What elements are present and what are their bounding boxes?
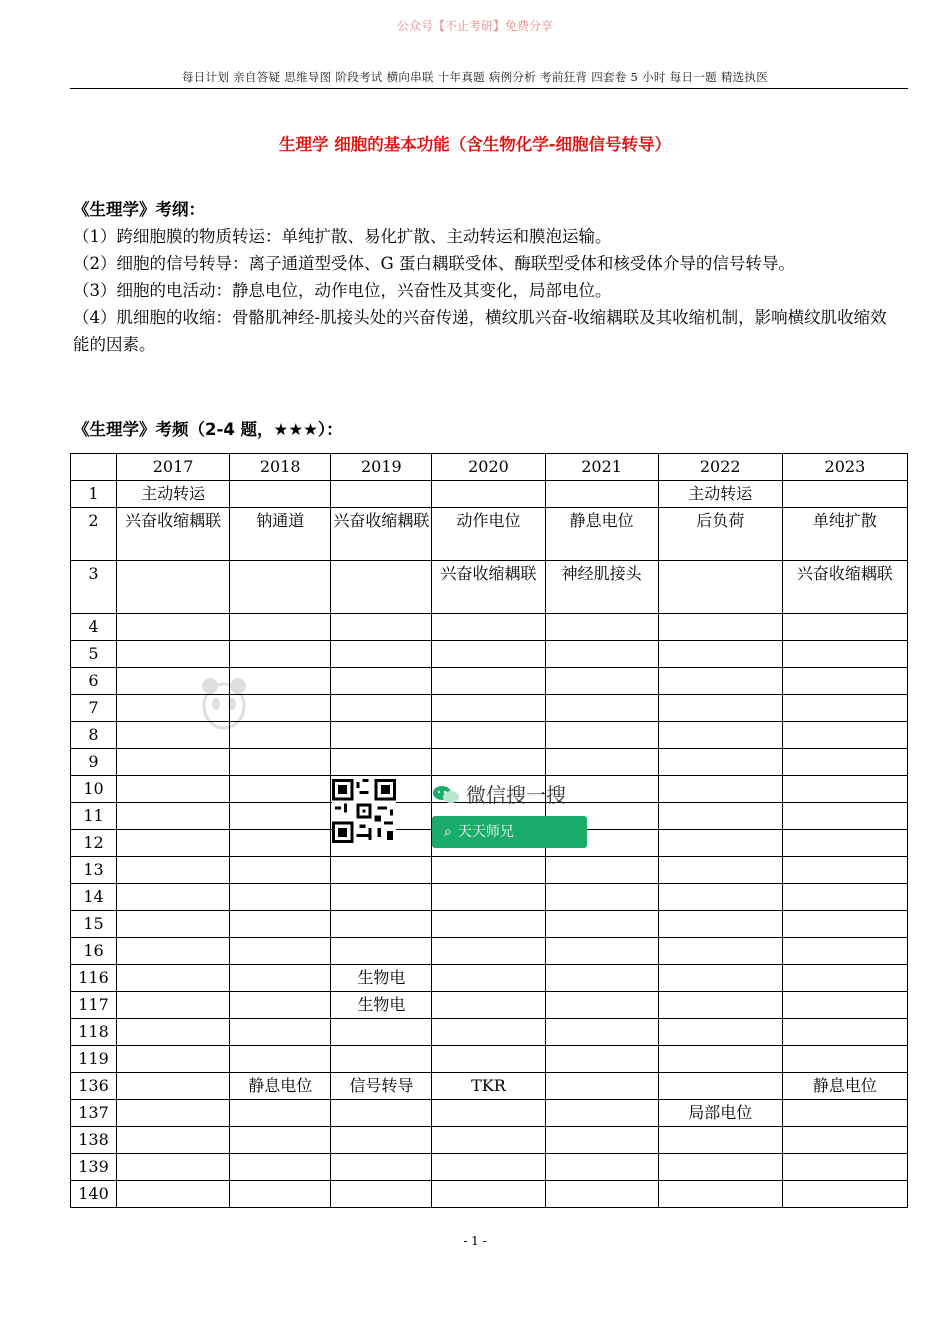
topic-cell-year-2023 bbox=[782, 668, 907, 695]
topic-cell-year-2022 bbox=[658, 1073, 782, 1100]
column-header-year-2021: 2021 bbox=[545, 454, 658, 481]
question-number-cell: 5 bbox=[71, 641, 117, 668]
topic-cell-year-2021 bbox=[545, 1127, 658, 1154]
topic-cell-year-2019 bbox=[331, 857, 432, 884]
topic-cell-year-2020 bbox=[432, 695, 545, 722]
topic-cell-year-2021 bbox=[545, 938, 658, 965]
topic-cell-year-2022 bbox=[658, 668, 782, 695]
topic-cell-year-2021 bbox=[545, 481, 658, 508]
table-row bbox=[71, 668, 908, 695]
topic-cell-year-2018 bbox=[230, 776, 331, 803]
topic-cell-year-2018 bbox=[230, 965, 331, 992]
topic-cell-year-2018 bbox=[230, 830, 331, 857]
topic-cell-year-2023 bbox=[782, 776, 907, 803]
topic-cell-year-2021 bbox=[545, 884, 658, 911]
topic-cell-year-2020 bbox=[432, 668, 545, 695]
question-number-cell: 16 bbox=[71, 938, 117, 965]
table-row bbox=[71, 1019, 908, 1046]
topic-cell-year-2019 bbox=[331, 561, 432, 614]
topic-cell-year-2022 bbox=[658, 1019, 782, 1046]
topic-cell-year-2020 bbox=[432, 481, 545, 508]
topic-cell-year-2017 bbox=[117, 803, 230, 830]
topic-cell-year-2019 bbox=[331, 938, 432, 965]
topic-cell-year-2017 bbox=[117, 1019, 230, 1046]
topic-cell-year-2017 bbox=[117, 992, 230, 1019]
topic-cell-year-2020: TKR bbox=[432, 1073, 545, 1100]
table-row bbox=[71, 722, 908, 749]
topic-cell-year-2020 bbox=[432, 911, 545, 938]
topic-cell-year-2020 bbox=[432, 1046, 545, 1073]
question-number-cell: 137 bbox=[71, 1100, 117, 1127]
topic-cell-year-2020 bbox=[432, 1100, 545, 1127]
topic-cell-year-2021 bbox=[545, 1154, 658, 1181]
topic-cell-year-2017 bbox=[117, 1181, 230, 1208]
table-row bbox=[71, 749, 908, 776]
topic-cell-year-2019 bbox=[331, 1127, 432, 1154]
topic-cell-year-2022 bbox=[658, 911, 782, 938]
topic-cell-year-2021: 神经肌接头 bbox=[545, 561, 658, 614]
table-header-row bbox=[71, 454, 908, 481]
question-number-cell: 9 bbox=[71, 749, 117, 776]
topic-cell-year-2019: 兴奋收缩耦联 bbox=[331, 508, 432, 561]
topic-cell-year-2021 bbox=[545, 749, 658, 776]
topic-cell-year-2018 bbox=[230, 1100, 331, 1127]
topic-cell-year-2017 bbox=[117, 641, 230, 668]
topic-cell-year-2018: 钠通道 bbox=[230, 508, 331, 561]
topic-cell-year-2023 bbox=[782, 749, 907, 776]
topic-cell-year-2023: 兴奋收缩耦联 bbox=[782, 561, 907, 614]
wechat-search-text: 微信搜一搜 bbox=[466, 783, 566, 807]
table-row bbox=[71, 1127, 908, 1154]
question-number-cell: 7 bbox=[71, 695, 117, 722]
column-header-year-2023: 2023 bbox=[782, 454, 907, 481]
topic-cell-year-2018 bbox=[230, 1181, 331, 1208]
topic-cell-year-2020 bbox=[432, 938, 545, 965]
topic-cell-year-2019: 生物电 bbox=[331, 965, 432, 992]
topic-cell-year-2023 bbox=[782, 803, 907, 830]
table-row bbox=[71, 481, 908, 508]
topic-cell-year-2021 bbox=[545, 911, 658, 938]
topic-cell-year-2018 bbox=[230, 884, 331, 911]
topic-cell-year-2023 bbox=[782, 1046, 907, 1073]
topic-cell-year-2020 bbox=[432, 965, 545, 992]
topic-cell-year-2018 bbox=[230, 857, 331, 884]
column-header-year-2018: 2018 bbox=[230, 454, 331, 481]
question-number-cell: 117 bbox=[71, 992, 117, 1019]
topic-cell-year-2017 bbox=[117, 911, 230, 938]
topic-cell-year-2022 bbox=[658, 722, 782, 749]
topic-cell-year-2019 bbox=[331, 749, 432, 776]
wechat-search-label bbox=[432, 779, 566, 808]
topic-cell-year-2017 bbox=[117, 776, 230, 803]
topic-cell-year-2022 bbox=[658, 803, 782, 830]
question-number-cell: 136 bbox=[71, 1073, 117, 1100]
table-row bbox=[71, 1100, 908, 1127]
topic-cell-year-2020 bbox=[432, 992, 545, 1019]
question-number-cell: 1 bbox=[71, 481, 117, 508]
topic-cell-year-2023 bbox=[782, 884, 907, 911]
topic-cell-year-2020 bbox=[432, 857, 545, 884]
syllabus-heading: 《生理学》考纲： bbox=[73, 200, 205, 219]
topic-cell-year-2019 bbox=[331, 722, 432, 749]
column-header-year-2022: 2022 bbox=[658, 454, 782, 481]
question-number-cell: 119 bbox=[71, 1046, 117, 1073]
table-row bbox=[71, 911, 908, 938]
search-account-label: 天天师兄 bbox=[457, 824, 514, 840]
topic-cell-year-2022 bbox=[658, 965, 782, 992]
column-header-year-2017: 2017 bbox=[117, 454, 230, 481]
page-title: 生理学 细胞的基本功能（含生物化学-细胞信号转导） bbox=[278, 135, 672, 154]
topic-cell-year-2019: 生物电 bbox=[331, 992, 432, 1019]
syllabus-item-2: （2）细胞的信号转导：离子通道型受体、G 蛋白耦联受体、酶联型受体和核受体介导的信号转导。 bbox=[73, 254, 795, 273]
topic-cell-year-2018 bbox=[230, 1046, 331, 1073]
table-row bbox=[71, 938, 908, 965]
topic-cell-year-2019: 信号转导 bbox=[331, 1073, 432, 1100]
topic-cell-year-2023 bbox=[782, 695, 907, 722]
topic-cell-year-2021 bbox=[545, 857, 658, 884]
topic-cell-year-2018 bbox=[230, 749, 331, 776]
wechat-search-overlay bbox=[332, 779, 602, 859]
topic-cell-year-2017 bbox=[117, 830, 230, 857]
topic-cell-year-2018 bbox=[230, 481, 331, 508]
topic-cell-year-2022 bbox=[658, 614, 782, 641]
topic-cell-year-2023 bbox=[782, 992, 907, 1019]
table-row bbox=[71, 884, 908, 911]
search-account-button[interactable] bbox=[432, 816, 587, 848]
topic-cell-year-2017: 兴奋收缩耦联 bbox=[117, 508, 230, 561]
topic-cell-year-2019 bbox=[331, 1100, 432, 1127]
topic-cell-year-2023 bbox=[782, 857, 907, 884]
search-icon: ⌕ bbox=[444, 824, 452, 840]
topic-cell-year-2021 bbox=[545, 668, 658, 695]
table-row bbox=[71, 508, 908, 561]
topic-cell-year-2023 bbox=[782, 481, 907, 508]
question-number-cell: 118 bbox=[71, 1019, 117, 1046]
question-number-cell: 140 bbox=[71, 1181, 117, 1208]
topic-cell-year-2017 bbox=[117, 884, 230, 911]
topic-cell-year-2019 bbox=[331, 695, 432, 722]
topic-cell-year-2018 bbox=[230, 1127, 331, 1154]
topic-cell-year-2021 bbox=[545, 614, 658, 641]
topic-cell-year-2022 bbox=[658, 1127, 782, 1154]
topic-cell-year-2019 bbox=[331, 1154, 432, 1181]
topic-cell-year-2018 bbox=[230, 1019, 331, 1046]
topic-cell-year-2023: 单纯扩散 bbox=[782, 508, 907, 561]
topic-cell-year-2019 bbox=[331, 884, 432, 911]
topic-cell-year-2017 bbox=[117, 1073, 230, 1100]
topic-cell-year-2019 bbox=[331, 1181, 432, 1208]
table-row bbox=[71, 695, 908, 722]
topic-cell-year-2017 bbox=[117, 857, 230, 884]
topic-cell-year-2019 bbox=[331, 911, 432, 938]
topic-cell-year-2020 bbox=[432, 1154, 545, 1181]
topic-cell-year-2020 bbox=[432, 1127, 545, 1154]
topic-cell-year-2022 bbox=[658, 776, 782, 803]
table-row bbox=[71, 1046, 908, 1073]
question-number-cell: 10 bbox=[71, 776, 117, 803]
topic-cell-year-2021 bbox=[545, 1073, 658, 1100]
topic-cell-year-2023: 静息电位 bbox=[782, 1073, 907, 1100]
topic-cell-year-2018 bbox=[230, 641, 331, 668]
topic-cell-year-2019 bbox=[331, 614, 432, 641]
column-header-row-index bbox=[71, 454, 117, 481]
topic-cell-year-2019 bbox=[331, 1046, 432, 1073]
topic-cell-year-2019 bbox=[331, 641, 432, 668]
topic-cell-year-2017 bbox=[117, 1046, 230, 1073]
topic-cell-year-2020 bbox=[432, 749, 545, 776]
topic-cell-year-2020: 动作电位 bbox=[432, 508, 545, 561]
topic-cell-year-2021 bbox=[545, 1181, 658, 1208]
frequency-heading: 《生理学》考频（2-4 题，★★★）： bbox=[73, 420, 343, 439]
topic-cell-year-2022 bbox=[658, 938, 782, 965]
topic-cell-year-2018 bbox=[230, 911, 331, 938]
syllabus-outline bbox=[73, 196, 903, 358]
topic-cell-year-2018 bbox=[230, 938, 331, 965]
qr-code-icon bbox=[332, 779, 396, 843]
topic-cell-year-2022 bbox=[658, 884, 782, 911]
question-number-cell: 116 bbox=[71, 965, 117, 992]
page-number: - 1 - bbox=[463, 1234, 487, 1248]
topic-cell-year-2022 bbox=[658, 561, 782, 614]
table-row bbox=[71, 965, 908, 992]
topic-cell-year-2018: 静息电位 bbox=[230, 1073, 331, 1100]
syllabus-item-3: （3）细胞的电活动：静息电位，动作电位，兴奋性及其变化，局部电位。 bbox=[73, 281, 612, 300]
topic-cell-year-2018 bbox=[230, 803, 331, 830]
topic-cell-year-2023 bbox=[782, 1154, 907, 1181]
topic-cell-year-2020 bbox=[432, 641, 545, 668]
question-number-cell: 2 bbox=[71, 508, 117, 561]
topic-cell-year-2020 bbox=[432, 1181, 545, 1208]
question-number-cell: 8 bbox=[71, 722, 117, 749]
table-row bbox=[71, 561, 908, 614]
topic-cell-year-2019 bbox=[331, 481, 432, 508]
topic-cell-year-2021 bbox=[545, 1046, 658, 1073]
topic-cell-year-2018 bbox=[230, 1154, 331, 1181]
topic-cell-year-2022 bbox=[658, 857, 782, 884]
topic-cell-year-2023 bbox=[782, 1100, 907, 1127]
topic-cell-year-2020 bbox=[432, 614, 545, 641]
question-number-cell: 139 bbox=[71, 1154, 117, 1181]
topic-cell-year-2021: 静息电位 bbox=[545, 508, 658, 561]
question-number-cell: 6 bbox=[71, 668, 117, 695]
question-number-cell: 138 bbox=[71, 1127, 117, 1154]
column-header-year-2019: 2019 bbox=[331, 454, 432, 481]
topic-cell-year-2017 bbox=[117, 1154, 230, 1181]
topic-cell-year-2023 bbox=[782, 1127, 907, 1154]
question-number-cell: 15 bbox=[71, 911, 117, 938]
topic-cell-year-2022 bbox=[658, 992, 782, 1019]
question-number-cell: 11 bbox=[71, 803, 117, 830]
topic-cell-year-2021 bbox=[545, 1100, 658, 1127]
topic-cell-year-2019 bbox=[331, 1019, 432, 1046]
topic-cell-year-2022: 局部电位 bbox=[658, 1100, 782, 1127]
topic-cell-year-2017 bbox=[117, 561, 230, 614]
topic-cell-year-2023 bbox=[782, 911, 907, 938]
table-row bbox=[71, 1154, 908, 1181]
topic-cell-year-2023 bbox=[782, 830, 907, 857]
topic-cell-year-2021 bbox=[545, 722, 658, 749]
table-row bbox=[71, 614, 908, 641]
header-divider bbox=[70, 88, 908, 89]
topic-cell-year-2023 bbox=[782, 1181, 907, 1208]
wechat-logo-icon bbox=[432, 785, 460, 805]
topic-cell-year-2019 bbox=[331, 668, 432, 695]
topic-cell-year-2021 bbox=[545, 965, 658, 992]
topic-cell-year-2018 bbox=[230, 992, 331, 1019]
topic-cell-year-2023 bbox=[782, 641, 907, 668]
topic-cell-year-2021 bbox=[545, 992, 658, 1019]
topic-cell-year-2020 bbox=[432, 1019, 545, 1046]
topic-cell-year-2020 bbox=[432, 884, 545, 911]
table-row bbox=[71, 857, 908, 884]
topic-cell-year-2017 bbox=[117, 938, 230, 965]
syllabus-item-4: （4）肌细胞的收缩：骨骼肌神经-肌接头处的兴奋传递，横纹肌兴奋-收缩耦联及其收缩机制，影响横纹肌收缩效能的因素。 bbox=[73, 308, 887, 354]
topic-cell-year-2021 bbox=[545, 695, 658, 722]
question-number-cell: 12 bbox=[71, 830, 117, 857]
topic-cell-year-2022 bbox=[658, 695, 782, 722]
topic-cell-year-2017: 主动转运 bbox=[117, 481, 230, 508]
topic-cell-year-2017 bbox=[117, 965, 230, 992]
topic-cell-year-2017 bbox=[117, 614, 230, 641]
top-watermark: 公众号【不止考研】免费分享 bbox=[396, 19, 553, 33]
topic-cell-year-2017 bbox=[117, 1100, 230, 1127]
topic-cell-year-2018 bbox=[230, 561, 331, 614]
topic-cell-year-2023 bbox=[782, 965, 907, 992]
topic-cell-year-2022 bbox=[658, 1046, 782, 1073]
topic-cell-year-2023 bbox=[782, 1019, 907, 1046]
topic-cell-year-2022 bbox=[658, 830, 782, 857]
topic-cell-year-2022 bbox=[658, 1154, 782, 1181]
topic-cell-year-2023 bbox=[782, 938, 907, 965]
topic-cell-year-2020 bbox=[432, 722, 545, 749]
topic-cell-year-2023 bbox=[782, 722, 907, 749]
topic-cell-year-2022 bbox=[658, 749, 782, 776]
topic-cell-year-2020: 兴奋收缩耦联 bbox=[432, 561, 545, 614]
topic-cell-year-2021 bbox=[545, 1019, 658, 1046]
syllabus-item-1: （1）跨细胞膜的物质转运：单纯扩散、易化扩散、主动转运和膜泡运输。 bbox=[73, 227, 612, 246]
question-number-cell: 4 bbox=[71, 614, 117, 641]
topic-cell-year-2018 bbox=[230, 614, 331, 641]
topic-cell-year-2017 bbox=[117, 749, 230, 776]
table-row bbox=[71, 641, 908, 668]
topic-cell-year-2021 bbox=[545, 641, 658, 668]
table-row bbox=[71, 992, 908, 1019]
topic-cell-year-2022 bbox=[658, 1181, 782, 1208]
question-number-cell: 13 bbox=[71, 857, 117, 884]
topic-cell-year-2017 bbox=[117, 1127, 230, 1154]
header-feature-line: 每日计划 亲自答疑 思维导图 阶段考试 横向串联 十年真题 病例分析 考前狂背 四套卷 5 小时 每日一题 精选执医 bbox=[181, 70, 769, 84]
topic-cell-year-2022: 后负荷 bbox=[658, 508, 782, 561]
table-row bbox=[71, 1073, 908, 1100]
question-number-cell: 14 bbox=[71, 884, 117, 911]
table-row bbox=[71, 1181, 908, 1208]
topic-cell-year-2022: 主动转运 bbox=[658, 481, 782, 508]
question-number-cell: 3 bbox=[71, 561, 117, 614]
topic-cell-year-2022 bbox=[658, 641, 782, 668]
topic-cell-year-2023 bbox=[782, 614, 907, 641]
panda-watermark-icon bbox=[200, 676, 248, 740]
column-header-year-2020: 2020 bbox=[432, 454, 545, 481]
